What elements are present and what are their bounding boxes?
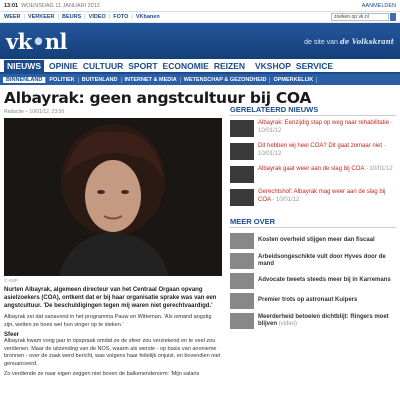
related-item[interactable] (230, 120, 396, 138)
article-paragraph: Albayrak kwam vorig jaar in opspraak omdat ze de sfeer zou verziekend en te veel zou verdienen. Maar de uitzending van de NOS, waarin als werste - op basis van anonieme bronnen - over de zaak werd bericht, was volgens haar feitelijk onjuist, en bovendien niet genuanceerd. (4, 338, 221, 367)
nav-vkshop[interactable]: VKSHOP (255, 60, 291, 71)
related-date: - 10/01/12 (270, 196, 300, 203)
subnav-internet-media[interactable]: INTERNET & MEDIA (122, 77, 181, 83)
related-news-title: GERELATEERD NIEUWS (230, 105, 396, 116)
tool-foto[interactable]: FOTO (113, 14, 129, 20)
more-thumbnail[interactable] (230, 313, 254, 329)
more-item[interactable] (230, 292, 396, 309)
subnav-opmerkelijk[interactable]: OPMERKELIJK (270, 77, 317, 83)
tagline-prefix: de site van (304, 38, 338, 46)
related-date: - 10/01/12 (364, 166, 393, 172)
related-link[interactable]: Albayrak: Eenzijdig stap op weg naar rehabilitatie (258, 120, 390, 126)
separator: | (108, 14, 111, 20)
nav-service[interactable]: SERVICE (295, 60, 334, 71)
site-header (0, 23, 400, 59)
more-about-title: MEER OVER (230, 217, 396, 228)
site-tagline (304, 37, 394, 46)
login-link[interactable]: AANMELDEN (361, 2, 396, 9)
nav-opinie[interactable]: OPINIE (49, 60, 78, 71)
nav-nieuws[interactable]: NIEUWS (4, 60, 44, 72)
tool-vkbanen[interactable]: VKbanen (135, 14, 160, 20)
tool-video[interactable]: VIDEO (88, 14, 106, 20)
nav-right-group (250, 61, 396, 71)
article-byline: Redactie − 10/01/12, 23:50 (4, 109, 65, 115)
nav-economie[interactable]: ECONOMIE (162, 60, 209, 71)
tools-bar (0, 12, 400, 23)
separator: | (84, 14, 86, 20)
tool-weer[interactable]: WEER (4, 14, 21, 20)
article-paragraph: Albayrak zei dat vanavond in het programma Pauw en Witteman. 'Als iemand angstig zijn, wetten ze hoes wel hun vinger op te steken.' (4, 314, 212, 328)
more-link[interactable]: Advocate tweets steeds meer bij in Karremans (258, 277, 391, 283)
more-date: (video) (277, 320, 298, 327)
related-thumbnail[interactable] (230, 143, 254, 160)
article-photo (4, 118, 222, 276)
related-date: - 10/01/12 (258, 143, 386, 157)
related-link[interactable]: Dit hebben wij heel COA? Dit gaat zomaar niet (258, 143, 383, 149)
more-link[interactable]: Meerderheid betoelen dichtblijt: Ringers moet blijven (258, 313, 389, 327)
article-subhead: Sfeer (4, 332, 20, 338)
nav-reizen[interactable]: REIZEN (213, 60, 245, 71)
more-item[interactable] (230, 252, 396, 269)
more-link[interactable]: Kosten overheid stijgen meer dan fiscaal (258, 237, 375, 243)
article-title: Albayrak: geen angstcultuur bij COA (4, 89, 312, 107)
main-nav (0, 59, 400, 74)
more-link[interactable]: Arbeidsongeschikte vult door Hyves door de mand (258, 253, 386, 267)
content-area (0, 85, 400, 382)
related-date: - 10/01/12 (258, 120, 393, 134)
tool-verkeer[interactable]: VERKEER (27, 14, 55, 20)
photo-credit: © ANP (4, 278, 18, 283)
article-lead: Nurten Albayrak, algemeen directeur van het Centraal Orgaan opvang asielzoekers (COA), ontkent dat er bij haar organisatie sprake was van een angstcultuur. 'De beschuldigingen tegen mij waren niet gerechtvaardigd.' (4, 287, 217, 309)
search-button[interactable] (390, 13, 396, 21)
more-thumbnail[interactable] (230, 293, 254, 309)
separator: | (131, 14, 133, 20)
related-thumbnail[interactable] (230, 189, 254, 206)
subnav-binnenland[interactable]: BINNENLAND (3, 77, 46, 83)
related-thumbnail[interactable] (230, 166, 254, 183)
tagline-brand[interactable]: de Volkskrant (339, 36, 394, 46)
more-item[interactable] (230, 312, 396, 329)
more-thumbnail[interactable] (230, 253, 254, 269)
subnav-wetenschap[interactable]: WETENSCHAP & GEZONDHEID (181, 77, 271, 83)
nav-sport[interactable]: SPORT (128, 60, 158, 71)
related-link[interactable]: Gerechtshof: Albayrak mag weer aan de slag bij COA (258, 189, 386, 203)
more-item[interactable] (230, 272, 396, 289)
more-thumbnail[interactable] (230, 233, 254, 249)
site-logo[interactable] (6, 29, 67, 54)
sub-nav (0, 74, 400, 85)
subnav-politiek[interactable]: POLITIEK (46, 77, 78, 83)
logo-part: nl (44, 28, 67, 54)
more-link[interactable]: Premier trots op astronaut Kuipers (258, 297, 358, 303)
separator: | (23, 14, 25, 20)
logo-dot: • (31, 28, 45, 54)
nav-cultuur[interactable]: CULTUUR (82, 60, 124, 71)
separator: | (57, 14, 59, 20)
related-item[interactable] (230, 166, 396, 184)
related-item[interactable] (230, 143, 396, 161)
related-thumbnail[interactable] (230, 120, 254, 137)
related-item[interactable] (230, 189, 396, 207)
more-thumbnail[interactable] (230, 273, 254, 289)
tool-beurs[interactable]: BEURS (61, 14, 82, 20)
current-date: WOENSDAG 11 JANUARI 2012 (21, 2, 100, 9)
related-link[interactable]: Albayrak gaat weer aan de slag bij COA (258, 166, 365, 172)
search-input[interactable]: zoeken op vk.nl (331, 13, 389, 21)
logo-part: vk (6, 28, 32, 54)
portrait-image (4, 118, 222, 276)
clock-time: 13:01 (4, 2, 19, 9)
top-bar (0, 0, 400, 12)
more-item[interactable] (230, 232, 396, 249)
sidebar (230, 89, 396, 382)
article-paragraph: Zo verdiende ze naar eigen zeggen niet boven de balkenendenorm: 'Mijn salaris (4, 371, 200, 377)
subnav-buitenland[interactable]: BUITENLAND (79, 77, 122, 83)
